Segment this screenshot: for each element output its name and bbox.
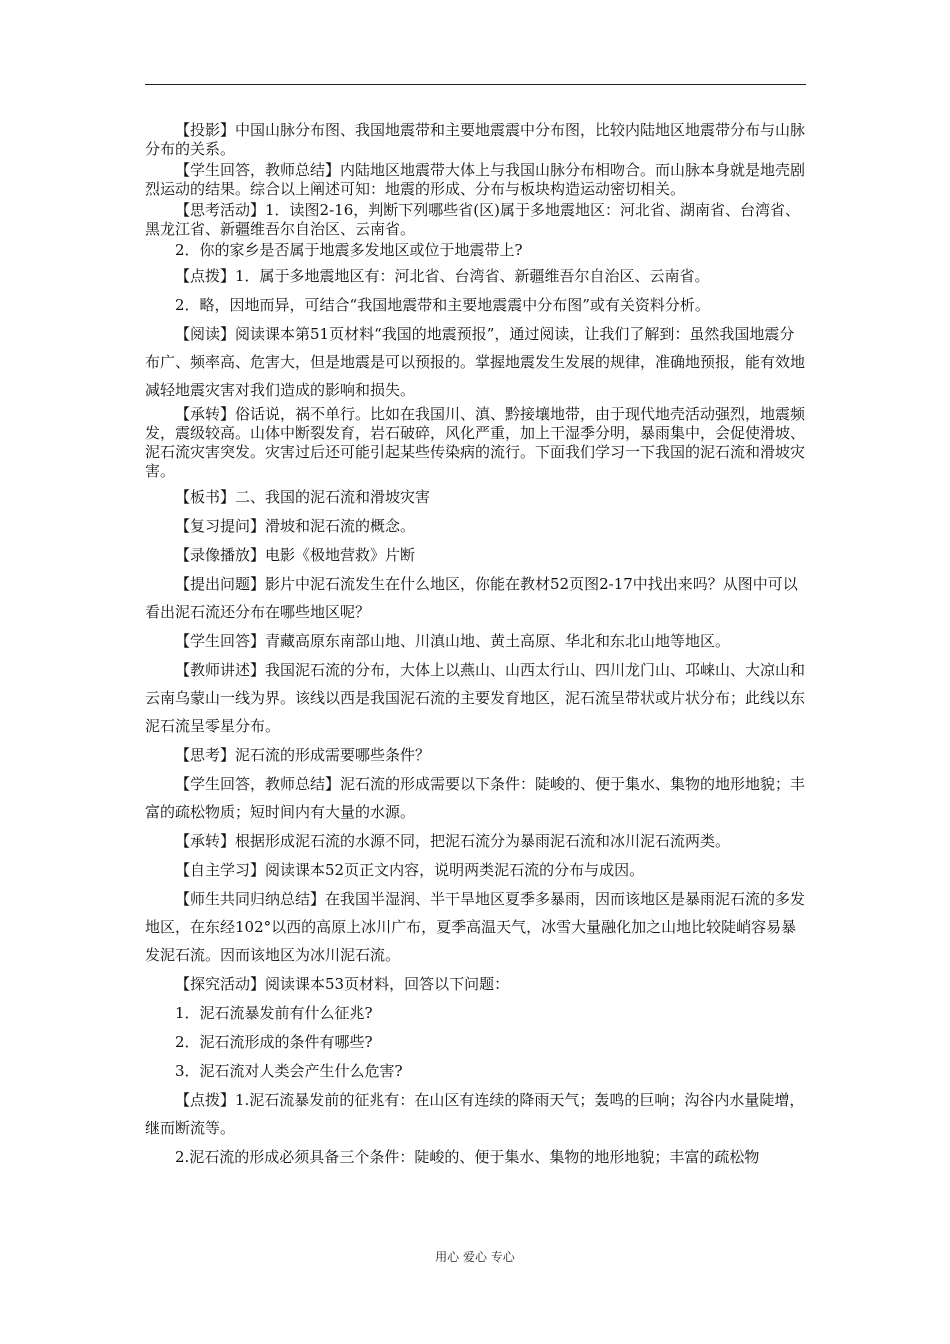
paragraph: 2.泥石流的形成必须具备三个条件：陡峻的、便于集水、集物的地形地貌；丰富的疏松物	[175, 1148, 760, 1166]
document-body	[145, 121, 809, 1172]
paragraph: 【思考活动】1．读图2-16，判断下列哪些省(区)属于多地震地区：河北省、湖南省、台湾省、黑龙江省、新疆维吾尔自治区、云南省。	[145, 201, 800, 238]
paragraph: 【学生回答，教师总结】内陆地区地震带大体上与我国山脉分布相吻合。而山脉本身就是地壳剧烈运动的结果。综合以上阐述可知：地震的形成、分布与板块构造运动密切相关。	[145, 161, 806, 198]
paragraph: 3．泥石流对人类会产生什么危害?	[175, 1062, 403, 1080]
paragraph: 【板书】二、我国的泥石流和滑坡灾害	[175, 488, 431, 506]
paragraph: 【教师讲述】我国泥石流的分布，大体上以燕山、山西太行山、四川龙门山、邛崃山、大凉山和云南乌蒙山一线为界。该线以西是我国泥石流的主要发育地区，泥石流呈带状或片状分布；此线以东泥石流呈零星分布。	[145, 661, 806, 735]
paragraph: 【投影】中国山脉分布图、我国地震带和主要地震震中分布图，比较内陆地区地震带分布与山脉分布的关系。	[145, 121, 806, 158]
paragraph: 【录像播放】电影《极地营救》片断	[175, 546, 416, 564]
paragraph: 【学生回答，教师总结】泥石流的形成需要以下条件：陡峻的、便于集水、集物的地形地貌；丰富的疏松物质；短时间内有大量的水源。	[145, 775, 806, 821]
header-rule	[145, 84, 806, 85]
paragraph: 【承转】根据形成泥石流的水源不同，把泥石流分为暴雨泥石流和冰川泥石流两类。	[175, 832, 731, 850]
paragraph: 【承转】俗话说，祸不单行。比如在我国川、滇、黔接壤地带，由于现代地壳活动强烈，地震频发，震级较高。山体中断裂发育，岩石破碎，风化严重，加上干湿季分明，暴雨集中，会促使滑坡、泥石流灾害突发。灾害过后还可能引起某些传染病的流行。下面我们学习一下我国的泥石流和滑坡灾害。	[145, 405, 806, 480]
paragraph: 1．泥石流暴发前有什么征兆?	[175, 1004, 373, 1022]
paragraph: 【阅读】阅读课本第51页材料“我国的地震预报”，通过阅读，让我们了解到：虽然我国地震分布广、频率高、危害大，但是地震是可以预报的。掌握地震发生发展的规律，准确地预报，能有效地减轻地震灾害对我们造成的影响和损失。	[145, 325, 806, 399]
page-footer: 用心 爱心 专心	[435, 1250, 515, 1264]
paragraph: 【学生回答】青藏高原东南部山地、川滇山地、黄土高原、华北和东北山地等地区。	[175, 632, 731, 650]
paragraph: 【思考】泥石流的形成需要哪些条件？	[175, 746, 431, 764]
paragraph: 2．你的家乡是否属于地震多发地区或位于地震带上?	[175, 241, 523, 259]
paragraph: 2．泥石流形成的条件有哪些?	[175, 1033, 373, 1051]
paragraph: 【点拨】1.泥石流暴发前的征兆有：在山区有连续的降雨天气；轰鸣的巨响；沟谷内水量陡增，继而断流等。	[145, 1091, 805, 1137]
paragraph: 【提出问题】影片中泥石流发生在什么地区，你能在教材52页图2-17中找出来吗？从图中可以看出泥石流还分布在哪些地区呢？	[145, 575, 798, 621]
paragraph: 【师生共同归纳总结】在我国半湿润、半干旱地区夏季多暴雨，因而该地区是暴雨泥石流的多发地区，在东经102°以西的高原上冰川广布，夏季高温天气，冰雪大量融化加之山地比较陡峭容易暴发泥石流。因而该地区为冰川泥石流。	[145, 890, 806, 964]
paragraph: 【自主学习】阅读课本52页正文内容，说明两类泥石流的分布与成因。	[175, 861, 645, 879]
paragraph: 【复习提问】滑坡和泥石流的概念。	[175, 517, 416, 535]
paragraph: 【点拨】1．属于多地震地区有：河北省、台湾省、新疆维吾尔自治区、云南省。	[175, 267, 710, 285]
paragraph: 【探究活动】阅读课本53页材料，回答以下问题：	[175, 975, 510, 993]
paragraph: 2．略，因地而异，可结合“我国地震带和主要地震震中分布图”或有关资料分析。	[175, 296, 710, 314]
